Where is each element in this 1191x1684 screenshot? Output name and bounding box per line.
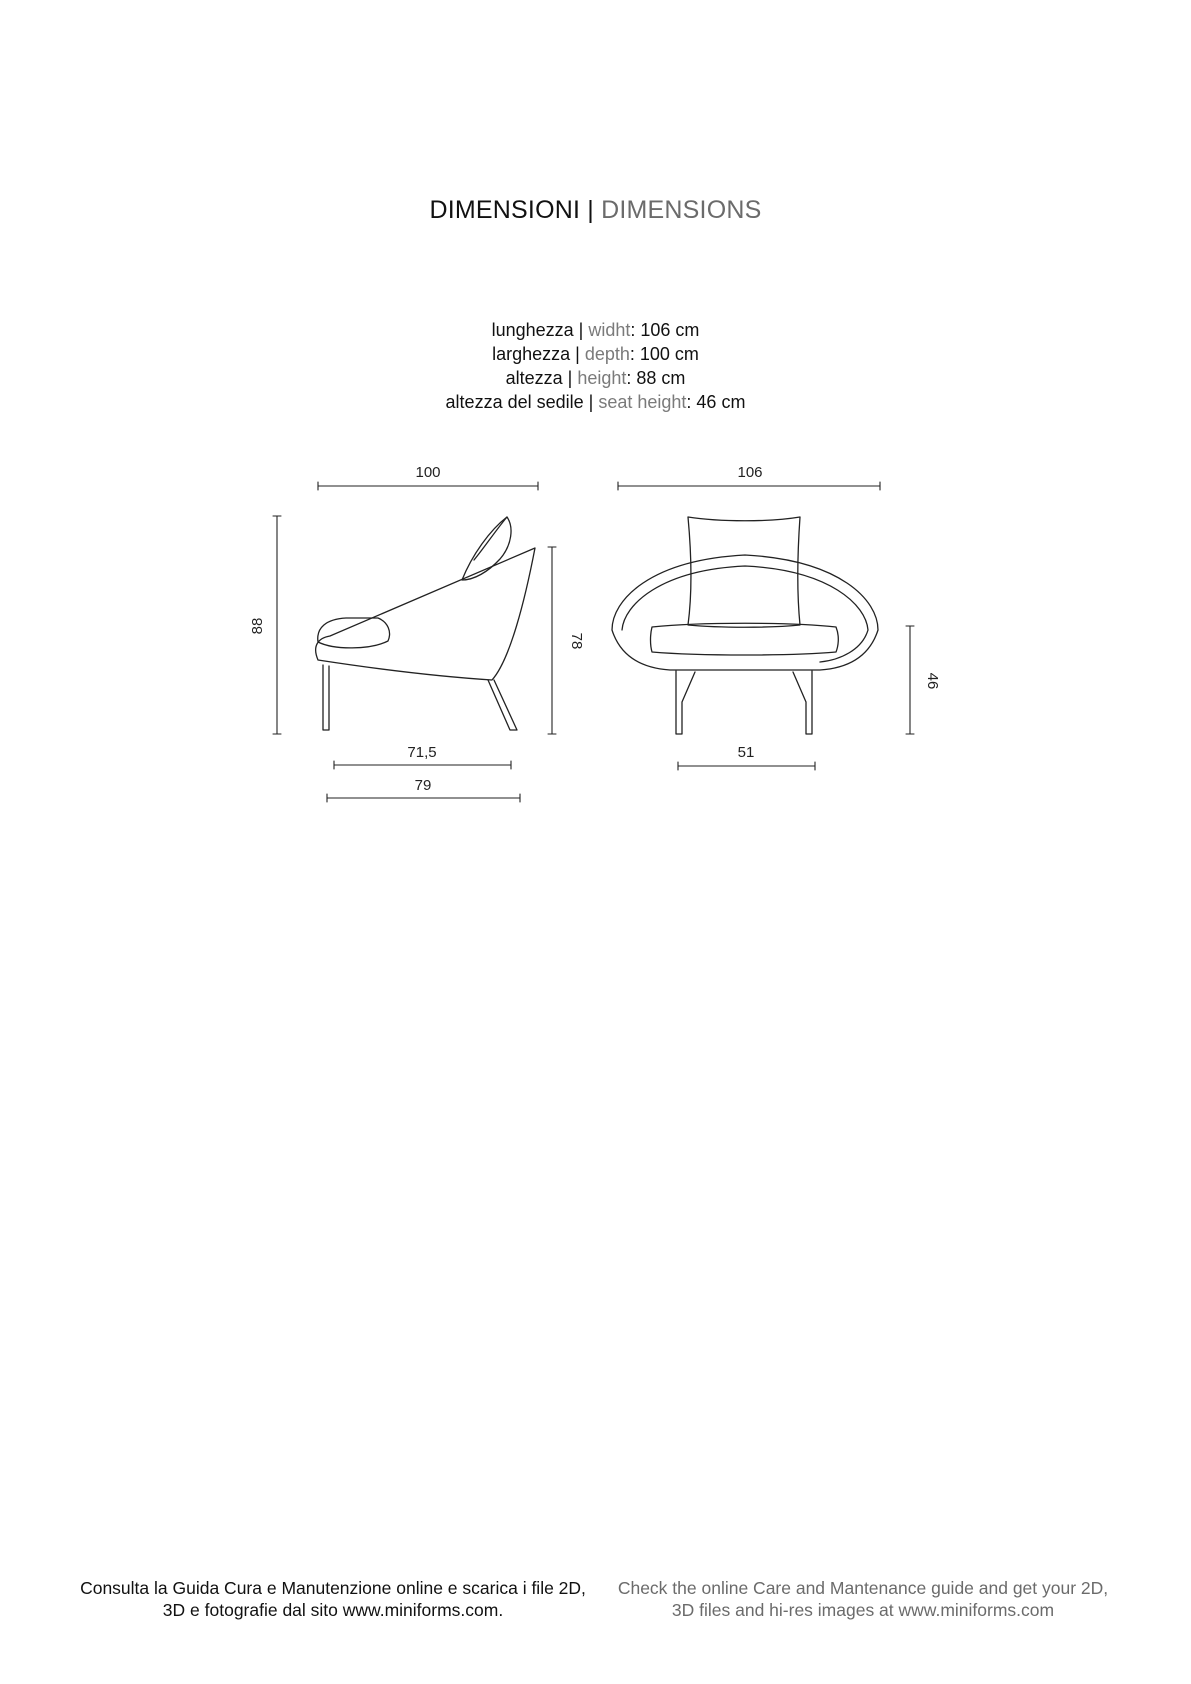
page-title (0, 196, 1191, 225)
dim-line-front-base-width (678, 762, 815, 770)
technical-drawing (0, 440, 1191, 810)
title-separator: | (580, 196, 602, 224)
dimension-lines (273, 482, 914, 802)
spec-row-height: altezza | height: 88 cm (505, 368, 686, 388)
front-shell-inner (622, 566, 868, 662)
spec-value: 46 cm (696, 392, 746, 412)
spec-row-width: lunghezza | widht: 106 cm (491, 320, 700, 340)
spec-row-seat-height: altezza del sedile | seat height: 46 cm (445, 392, 746, 412)
front-seat-cushion (651, 623, 839, 655)
side-view-chair (316, 517, 535, 730)
dim-line-side-depth (318, 482, 538, 490)
dim-label-side-base-depth: 79 (414, 777, 432, 794)
dim-line-side-base-depth (327, 794, 520, 802)
spec-row-depth: larghezza | depth: 100 cm (492, 344, 699, 364)
footer-text-it: Consulta la Guida Cura e Manutenzione online e scarica i file 2D, 3D e fotografie dal sito www.miniforms.com. (80, 1578, 586, 1620)
spec-label-en: depth (584, 344, 630, 364)
side-rear-leg (488, 680, 517, 730)
dim-line-side-back-height (548, 547, 556, 734)
spec-value: 100 cm (639, 344, 699, 364)
dim-line-front-width (618, 482, 880, 490)
spec-value: 88 cm (636, 368, 686, 388)
dim-label-front-seat-height: 46 (924, 672, 941, 690)
dim-label-side-depth: 100 (415, 464, 441, 481)
side-back-cushion-fold (474, 517, 507, 560)
side-back-cushion (462, 517, 511, 580)
spec-value: 106 cm (640, 320, 700, 340)
front-left-leg (676, 671, 695, 734)
side-front-leg (323, 665, 329, 730)
spec-label-it: altezza del sedile (445, 392, 584, 412)
dim-line-side-seat-front (334, 761, 511, 769)
spec-list (0, 318, 1191, 414)
dim-label-side-seat-front: 71,5 (407, 744, 437, 761)
spec-label-en: seat height (598, 392, 687, 412)
side-seat-cushion (318, 618, 390, 648)
dim-label-side-height: 88 (249, 617, 266, 635)
title-it: DIMENSIONI (429, 196, 581, 224)
spec-label-it: lunghezza (491, 320, 574, 340)
dim-line-side-height (273, 516, 281, 734)
dim-label-front-width: 106 (737, 464, 763, 481)
front-right-leg (793, 671, 812, 734)
front-shell-outer (612, 555, 878, 670)
spec-label-it: larghezza (492, 344, 571, 364)
front-back-cushion (688, 517, 800, 627)
title-en: DIMENSIONS (601, 196, 762, 224)
spec-label-it: altezza (505, 368, 563, 388)
spec-label-en: height (577, 368, 627, 388)
dim-label-front-base-width: 51 (737, 744, 755, 761)
side-shell (316, 548, 535, 680)
footer-text-en: Check the online Care and Mantenance guide and get your 2D, 3D files and hi-res images at www.miniforms.com (617, 1578, 1109, 1620)
dim-label-side-back-height: 78 (568, 632, 585, 650)
spec-label-en: widht (588, 320, 631, 340)
dim-line-front-seat-height (906, 626, 914, 734)
front-view-chair (612, 517, 878, 734)
